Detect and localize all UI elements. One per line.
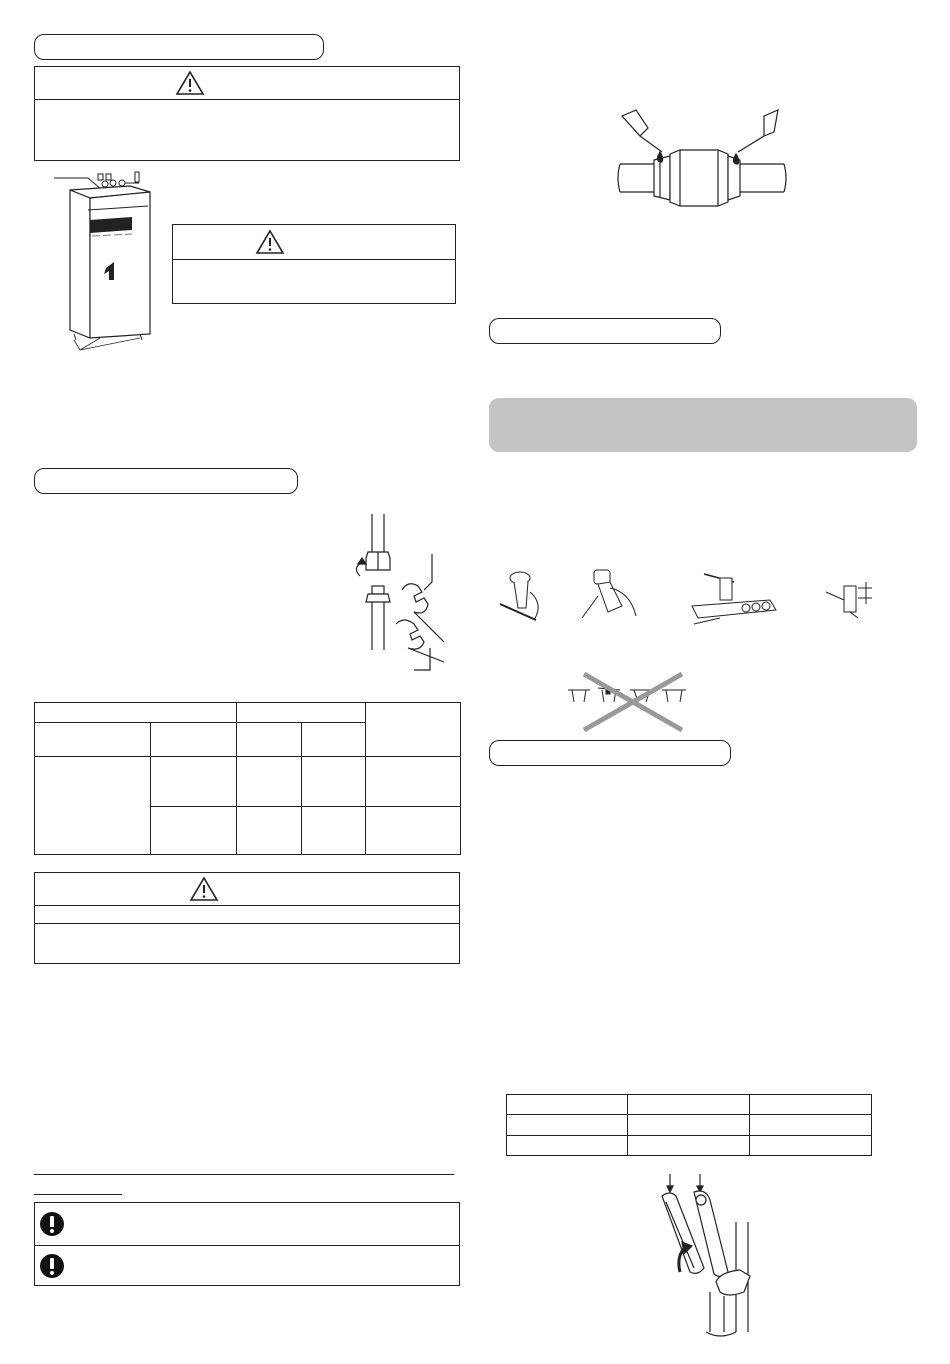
incorrect-flare-examples [562,672,692,732]
table-cell [35,757,151,855]
table-header-cell [236,703,366,723]
small-table [506,1094,872,1156]
table-cell [236,757,302,807]
flare-dimension-icon [824,580,884,620]
table-header-cell [302,723,366,757]
mandatory-exclamation-icon [39,1211,65,1237]
table-cell [302,757,366,807]
reamer-icon [580,566,640,630]
table-cell [150,807,236,855]
flare-tool-icon [690,568,780,628]
warning-triangle-icon [189,876,219,902]
grey-banner [489,398,917,452]
section-header-3 [489,318,721,344]
warning-box-1 [34,66,460,161]
table-cell [507,1095,628,1115]
warning-triangle-icon [255,229,285,255]
table-header-cell [35,703,237,723]
section-header-2 [34,468,298,494]
table-header-cell [366,703,461,757]
table-header-cell [236,723,302,757]
mandatory-exclamation-icon [39,1253,65,1279]
table-cell [750,1095,872,1115]
table-cell [302,807,366,855]
divider-short [34,1194,122,1195]
table-cell [750,1115,872,1135]
pipe-cutter-icon [496,568,546,628]
table-cell [627,1095,750,1115]
table-cell [627,1135,750,1155]
notes-box [34,1202,460,1286]
table-cell [366,757,461,807]
table-cell [366,807,461,855]
table-cell [750,1135,872,1155]
wrench-illustration [344,512,454,682]
table-cell [236,807,302,855]
leak-check-illustration [614,106,814,216]
table-cell [507,1135,628,1155]
table-cell [627,1115,750,1135]
torque-table [34,702,461,855]
warning-box-2 [172,224,456,304]
torque-wrench-illustration [640,1172,760,1342]
warning-box-3 [34,872,460,964]
table-header-cell [35,723,151,757]
section-header-4 [489,740,731,766]
warning-triangle-icon [175,70,205,96]
table-cell [150,757,236,807]
section-header-1 [34,34,324,60]
table-cell [507,1115,628,1135]
divider-line [34,1174,454,1175]
indoor-unit-illustration [40,168,170,358]
table-header-cell [150,723,236,757]
